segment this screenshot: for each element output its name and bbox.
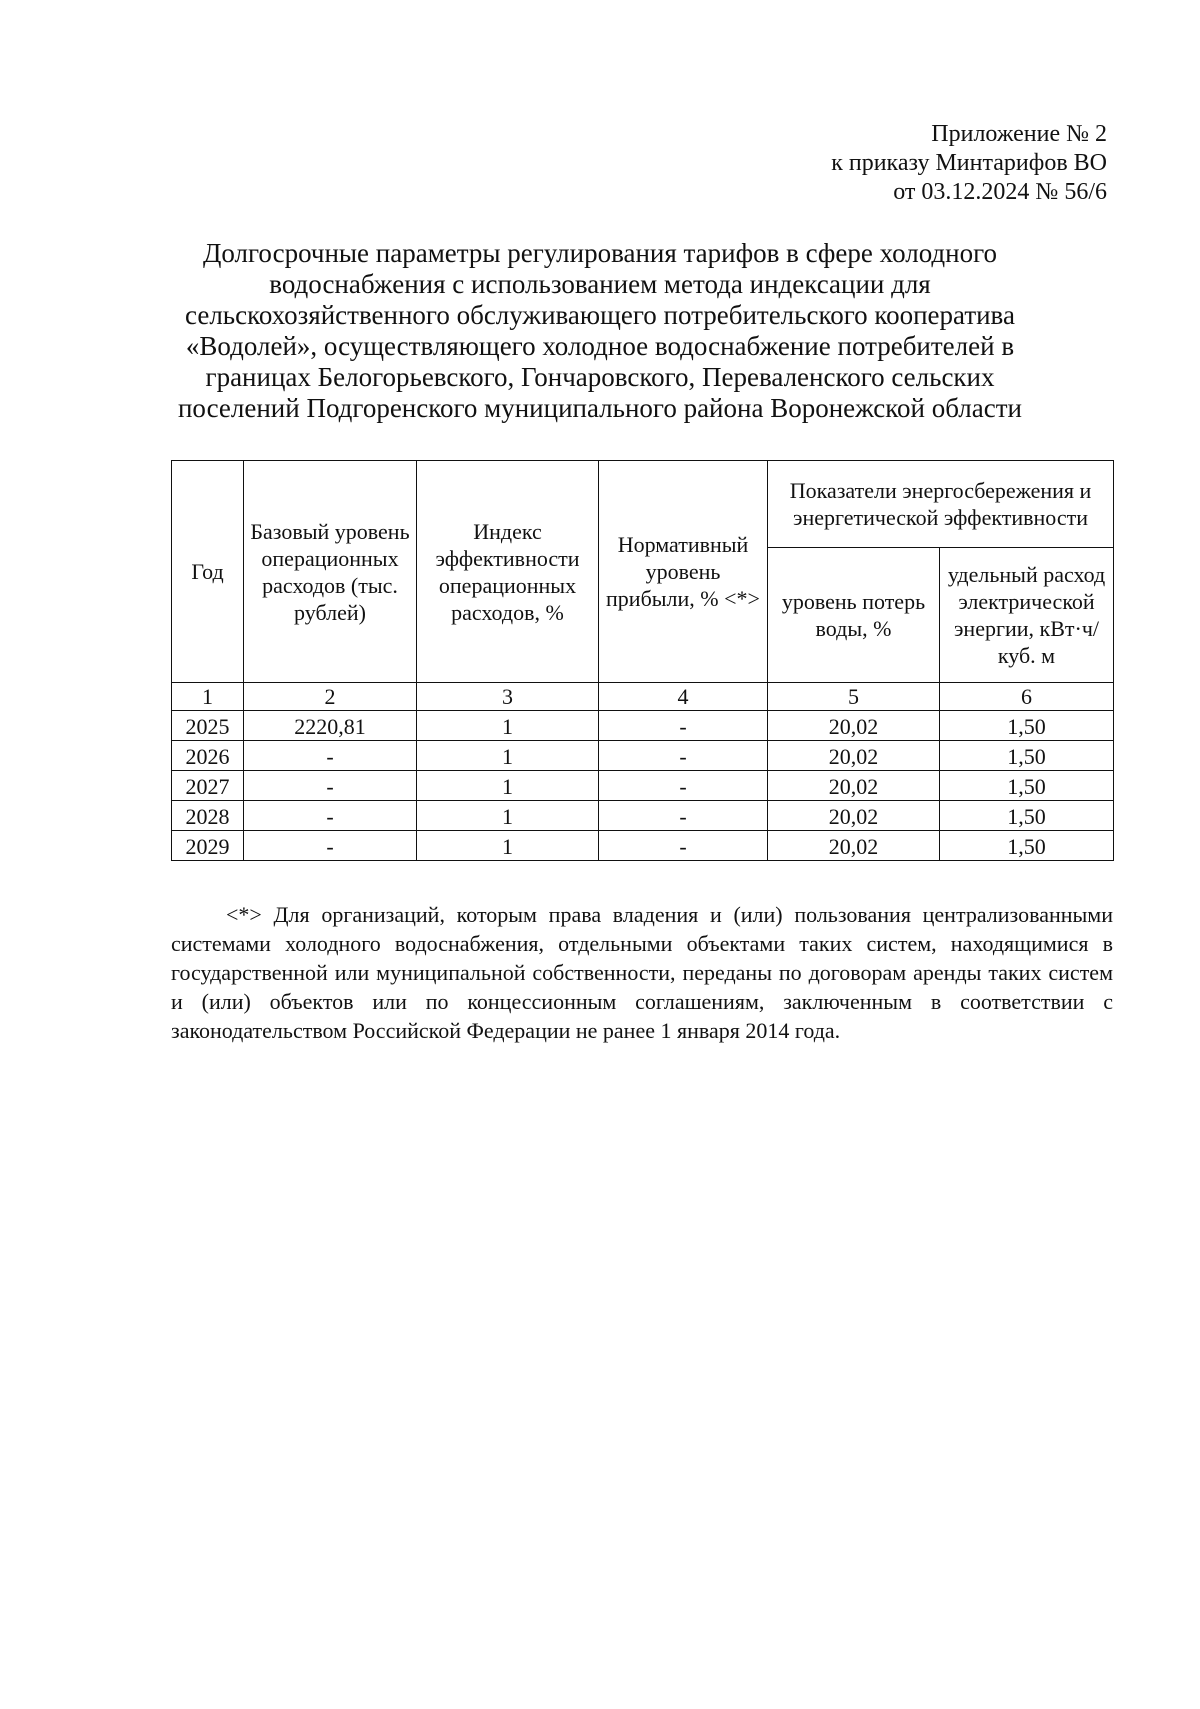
cell-year: 2026	[172, 741, 244, 771]
cell-profit-level: -	[599, 711, 768, 741]
header-profit-level: Нормативный уровень прибыли, % <*>	[599, 461, 768, 683]
parameters-table	[171, 460, 1114, 861]
cell-base-level: -	[244, 771, 417, 801]
cell-year: 2028	[172, 801, 244, 831]
column-number: 6	[940, 683, 1114, 711]
appendix-date: от 03.12.2024 № 56/6	[893, 179, 1107, 205]
cell-energy-consumption: 1,50	[940, 831, 1114, 861]
column-number: 5	[768, 683, 940, 711]
footnote: <*> Для организаций, которым права владения и (или) пользования централизованными системами холодного водоснабжения, отдельными объектами таких систем, находящимися в государственной или муниципальной собственности, переданы по договорам аренды таких систем и (или) объектов или по концессионным соглашениям, заключенным в соответствии с законодательством Российской Федерации не ранее 1 января 2014 года.	[171, 902, 1113, 1043]
title-line: сельскохозяйственного обслуживающего потребительского кооператива	[185, 300, 1015, 330]
cell-base-level: -	[244, 741, 417, 771]
cell-year: 2025	[172, 711, 244, 741]
cell-profit-level: -	[599, 771, 768, 801]
table-row	[172, 831, 1114, 861]
table-row	[172, 801, 1114, 831]
cell-profit-level: -	[599, 801, 768, 831]
column-number: 4	[599, 683, 768, 711]
header-water-loss: уровень потерь воды, %	[768, 548, 940, 683]
cell-water-loss: 20,02	[768, 801, 940, 831]
document-title	[150, 238, 1050, 424]
cell-base-level: -	[244, 801, 417, 831]
cell-year: 2029	[172, 831, 244, 861]
cell-energy-consumption: 1,50	[940, 771, 1114, 801]
cell-profit-level: -	[599, 741, 768, 771]
cell-water-loss: 20,02	[768, 711, 940, 741]
appendix-number: Приложение № 2	[931, 121, 1107, 147]
cell-base-level: -	[244, 831, 417, 861]
cell-efficiency-index: 1	[417, 801, 599, 831]
title-line: поселений Подгоренского муниципального района Воронежской области	[177, 393, 1022, 423]
title-line: «Водолей», осуществляющего холодное водоснабжение потребителей в	[185, 331, 1015, 361]
cell-water-loss: 20,02	[768, 831, 940, 861]
cell-base-level: 2220,81	[244, 711, 417, 741]
header-efficiency-index: Индекс эффективности операционных расходов, %	[417, 461, 599, 683]
cell-energy-consumption: 1,50	[940, 801, 1114, 831]
table-row	[172, 741, 1114, 771]
title-line: границах Белогорьевского, Гончаровского, Переваленского сельских	[205, 362, 995, 392]
title-line: водоснабжения с использованием метода индексации для	[269, 269, 931, 299]
appendix-reference	[831, 120, 1107, 207]
table-header-row	[172, 461, 1114, 548]
cell-efficiency-index: 1	[417, 711, 599, 741]
cell-profit-level: -	[599, 831, 768, 861]
header-energy-group: Показатели энергосбережения и энергетической эффективности	[768, 461, 1114, 548]
header-base-level: Базовый уровень операционных расходов (тыс. рублей)	[244, 461, 417, 683]
header-year: Год	[172, 461, 244, 683]
table-row	[172, 711, 1114, 741]
header-energy-consumption: удельный расход электрической энергии, кВт·ч/куб. м	[940, 548, 1114, 683]
cell-efficiency-index: 1	[417, 771, 599, 801]
cell-water-loss: 20,02	[768, 741, 940, 771]
table-row	[172, 771, 1114, 801]
cell-energy-consumption: 1,50	[940, 711, 1114, 741]
column-number: 2	[244, 683, 417, 711]
column-number: 1	[172, 683, 244, 711]
appendix-order: к приказу Минтарифов ВО	[831, 150, 1107, 176]
cell-water-loss: 20,02	[768, 771, 940, 801]
cell-efficiency-index: 1	[417, 831, 599, 861]
title-line: Долгосрочные параметры регулирования тарифов в сфере холодного	[202, 238, 998, 268]
column-number: 3	[417, 683, 599, 711]
cell-year: 2027	[172, 771, 244, 801]
cell-energy-consumption: 1,50	[940, 741, 1114, 771]
cell-efficiency-index: 1	[417, 741, 599, 771]
column-number-row	[172, 683, 1114, 711]
